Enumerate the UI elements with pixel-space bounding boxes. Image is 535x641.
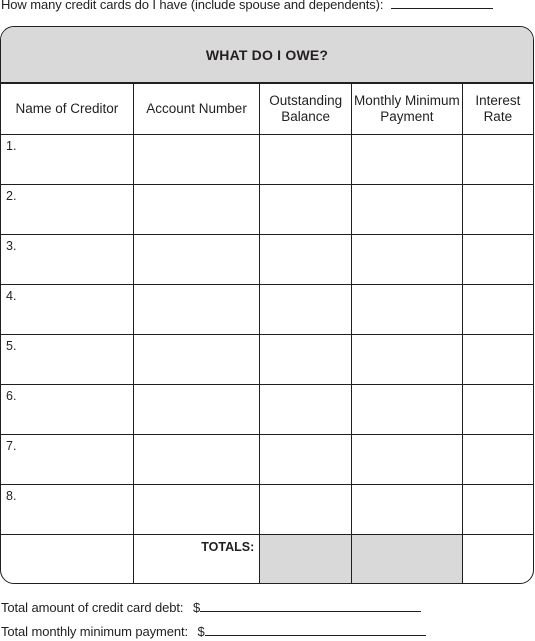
- total-debt-currency: $: [192, 600, 201, 615]
- credit-card-count-blank[interactable]: [391, 0, 493, 9]
- creditor-cell[interactable]: [1, 185, 133, 235]
- creditor-cell[interactable]: [1, 335, 133, 385]
- row-number: 3.: [6, 239, 17, 253]
- row-number: 1.: [6, 139, 17, 153]
- col-header-balance: Outstanding Balance: [260, 84, 352, 135]
- col-header-creditor: Name of Creditor: [1, 84, 133, 135]
- table-row: [1, 135, 533, 185]
- payment-cell[interactable]: [352, 135, 463, 185]
- payment-cell[interactable]: [352, 485, 463, 535]
- account-cell[interactable]: [133, 235, 259, 285]
- balance-cell[interactable]: [260, 185, 352, 235]
- payment-cell[interactable]: [352, 235, 463, 285]
- debt-table-card: [0, 26, 534, 584]
- creditor-cell[interactable]: [1, 485, 133, 535]
- table-row: [1, 185, 533, 235]
- account-cell[interactable]: [133, 335, 259, 385]
- total-payment-line: [1, 624, 426, 639]
- table-row: [1, 335, 533, 385]
- balance-cell[interactable]: [260, 335, 352, 385]
- rate-cell[interactable]: [462, 435, 533, 485]
- col-header-minimum-payment: Monthly Minimum Payment: [352, 84, 463, 135]
- total-payment-label: Total monthly minimum payment:: [1, 624, 189, 639]
- total-payment-cell[interactable]: [352, 535, 463, 585]
- total-payment-currency: $: [197, 624, 205, 639]
- row-number: 6.: [6, 389, 17, 403]
- total-debt-blank[interactable]: [200, 600, 421, 612]
- totals-row: [1, 535, 533, 585]
- payment-cell[interactable]: [352, 385, 463, 435]
- row-number: 5.: [6, 339, 17, 353]
- total-balance-cell[interactable]: [260, 535, 352, 585]
- balance-cell[interactable]: [260, 385, 352, 435]
- creditor-cell[interactable]: [1, 235, 133, 285]
- rate-cell[interactable]: [462, 285, 533, 335]
- balance-cell[interactable]: [260, 235, 352, 285]
- rate-cell[interactable]: [462, 185, 533, 235]
- table-row: [1, 385, 533, 435]
- total-rate-cell: [462, 535, 533, 585]
- account-cell[interactable]: [133, 385, 259, 435]
- row-number: 7.: [6, 439, 17, 453]
- header-row: [1, 84, 533, 135]
- table-row: [1, 435, 533, 485]
- table-row: [1, 485, 533, 535]
- rate-cell[interactable]: [462, 135, 533, 185]
- account-cell[interactable]: [133, 285, 259, 335]
- account-cell[interactable]: [133, 435, 259, 485]
- debt-table: [1, 83, 533, 584]
- account-cell[interactable]: [133, 185, 259, 235]
- total-debt-label: Total amount of credit card debt:: [1, 600, 184, 615]
- account-cell[interactable]: [133, 135, 259, 185]
- balance-cell[interactable]: [260, 135, 352, 185]
- total-debt-line: [1, 600, 421, 615]
- payment-cell[interactable]: [352, 335, 463, 385]
- row-number: 2.: [6, 189, 17, 203]
- table-row: [1, 235, 533, 285]
- credit-card-count-label: How many credit cards do I have (include spouse and dependents):: [1, 0, 384, 12]
- balance-cell[interactable]: [260, 435, 352, 485]
- creditor-cell[interactable]: [1, 285, 133, 335]
- creditor-cell[interactable]: [1, 135, 133, 185]
- total-payment-blank[interactable]: [205, 624, 426, 636]
- col-header-account: Account Number: [133, 84, 259, 135]
- table-title: WHAT DO I OWE?: [1, 27, 533, 83]
- credit-card-count-question: [1, 0, 493, 12]
- totals-label: TOTALS:: [133, 535, 259, 585]
- row-number: 8.: [6, 489, 17, 503]
- rate-cell[interactable]: [462, 235, 533, 285]
- row-number: 4.: [6, 289, 17, 303]
- balance-cell[interactable]: [260, 485, 352, 535]
- totals-empty-cell: [1, 535, 133, 585]
- rate-cell[interactable]: [462, 385, 533, 435]
- rate-cell[interactable]: [462, 335, 533, 385]
- table-row: [1, 285, 533, 335]
- creditor-cell[interactable]: [1, 385, 133, 435]
- account-cell[interactable]: [133, 485, 259, 535]
- payment-cell[interactable]: [352, 285, 463, 335]
- payment-cell[interactable]: [352, 435, 463, 485]
- col-header-interest-rate: Interest Rate: [462, 84, 533, 135]
- creditor-cell[interactable]: [1, 435, 133, 485]
- rate-cell[interactable]: [462, 485, 533, 535]
- balance-cell[interactable]: [260, 285, 352, 335]
- payment-cell[interactable]: [352, 185, 463, 235]
